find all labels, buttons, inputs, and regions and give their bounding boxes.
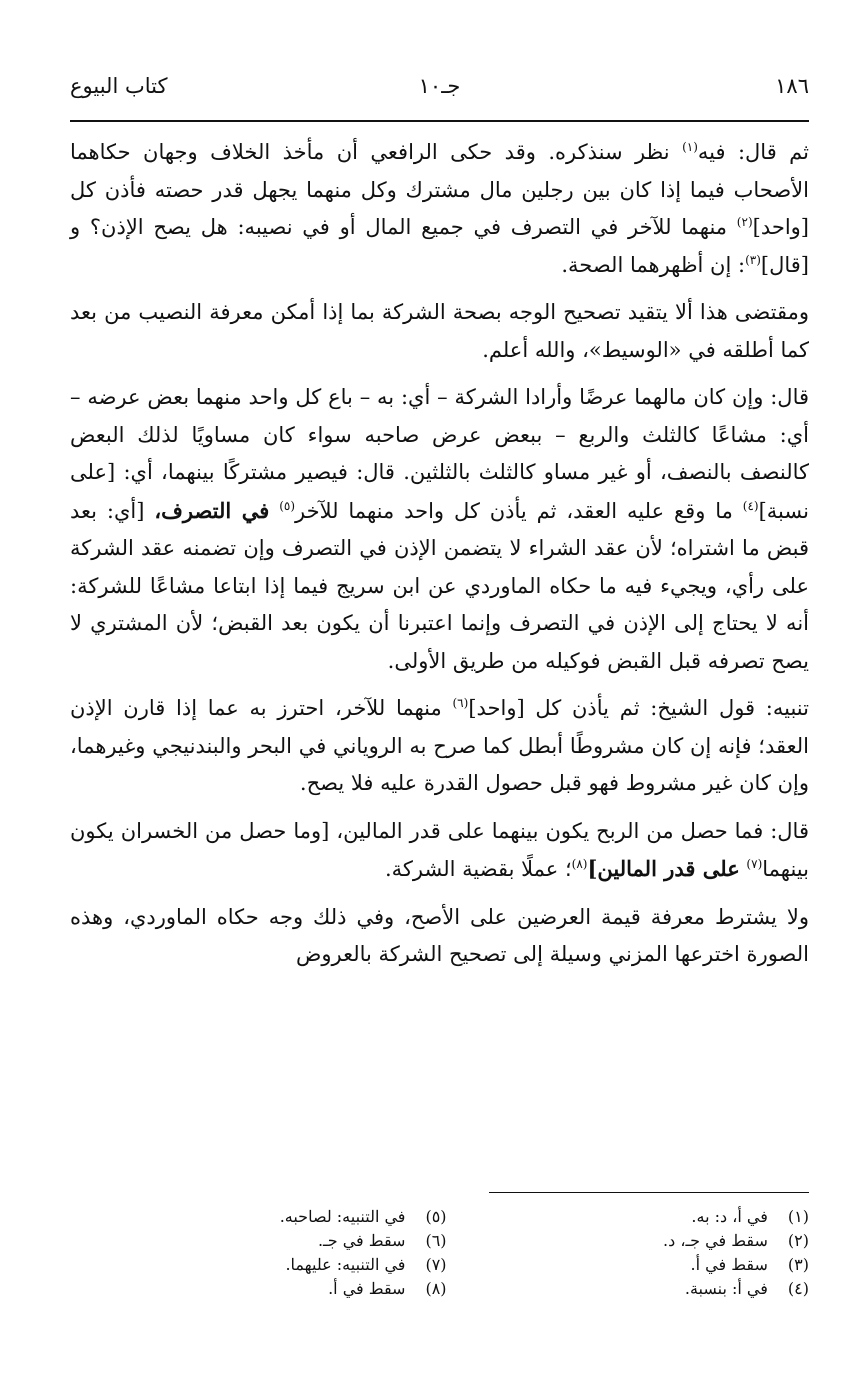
footnote-item (150, 1277, 447, 1301)
text-segment: قال: وإن كان مالهما عرضًا وأرادا الشركة – أي: به – باع كل واحد منهما بعض عرضه – أي: مشاعًا كالثلث والربع – ببعض عرض صاحبه سواء كان مساويًا لذلك البعض كالنصف بالنصف، أو غير مساو كالثلث بالثلثين. قال: فيصير مشتركًا بينهما، أي: [على نسبة] (70, 385, 809, 523)
footnote-text: سقط في أ. (328, 1279, 406, 1298)
footnote-text: في التنبيه: عليهما. (285, 1255, 406, 1274)
text-segment: : إن أظهرهما الصحة. (561, 252, 746, 277)
footnote-divider (489, 1192, 809, 1193)
text-segment: في التصرف، (154, 497, 270, 523)
text-segment: ثم قال: فيه (697, 140, 810, 164)
footnote-marker: (٧) (746, 857, 763, 871)
footnote-number: (١) (787, 1207, 809, 1226)
volume-number: جـ١٠ (418, 74, 461, 98)
footnote-marker: (٨) (571, 857, 588, 871)
header-divider (70, 120, 809, 122)
footnote-text: في أ: بنسبة. (684, 1279, 768, 1298)
paragraph (70, 294, 809, 369)
footnote-marker: (٦) (452, 696, 469, 710)
footnote-item (512, 1253, 809, 1277)
footnotes-column-left (150, 1205, 447, 1301)
text-segment (269, 499, 279, 523)
footnote-number: (٣) (787, 1255, 809, 1274)
footnote-number: (٦) (425, 1231, 447, 1250)
main-text (70, 134, 809, 984)
footnote-marker: (٣) (745, 252, 761, 267)
footnote-text: في أ، د: به. (691, 1207, 768, 1226)
text-segment: منهما للآخر، احترز به عما إذا قارن الإذن العقد؛ فإنه إن كان مشروطًا أبطل كما صرح به الروياني في البحر والبندنيجي وغيرهما، وإن كان غير مشروط فهو قبل حصول القدرة عليه فلا يصح. (70, 696, 809, 795)
text-segment: [أي: بعد قبض ما اشتراه؛ لأن عقد الشراء لا يتضمن الإذن في التصرف وإن تضمنه عقد الشركة على رأي، ويجيء فيه ما حكاه الماوردي عن ابن سريج فيما إذا ابتاعا مشاعًا للشركة: أنه لا يحتاج إلى الإذن في التصرف وإنما اعتبرنا أن يكون بعد القبض؛ لأن المشتري لا يصح تصرفه قبل القبض فوكيله من طريق الأولى. (70, 498, 809, 673)
text-segment: منهما للآخر في التصرف في جميع المال أو في نصيبه: هل يصح الإذن؟ و [قال] (70, 215, 809, 277)
text-segment: ومقتضى هذا ألا يتقيد تصحيح الوجه بصحة الشركة بما إذا أمكن معرفة النصيب من بعد كما أطلقه في «الوسيط»، والله أعلم. (70, 300, 809, 362)
running-header (70, 74, 809, 114)
footnote-marker: (٢) (736, 215, 753, 229)
text-segment: ولا يشترط معرفة قيمة العرضين على الأصح، وفي ذلك وجه حكاه الماوردي، وهذه الصورة اخترعها المزني وسيلة إلى تصحيح الشركة بالعروض (70, 904, 809, 966)
footnote-text: في التنبيه: لصاحبه. (279, 1207, 406, 1226)
footnotes-column-right (512, 1205, 809, 1301)
footnote-item (150, 1205, 447, 1229)
footnote-item (150, 1253, 447, 1277)
paragraph (70, 690, 809, 803)
footnotes (150, 1205, 809, 1301)
footnote-number: (٢) (787, 1231, 809, 1250)
text-segment: قال: فما حصل من الربح يكون بينهما على قدر المالين، [وما حصل من الخسران يكون بينهما (70, 818, 809, 881)
text-segment: ؛ عملًا بقضية الشركة. (384, 857, 572, 881)
footnote-number: (٧) (425, 1255, 447, 1274)
footnote-text: سقط في جـ، د. (663, 1231, 768, 1250)
book-title: كتاب البيوع (70, 74, 168, 98)
footnote-number: (٨) (425, 1279, 447, 1298)
paragraph (70, 379, 809, 680)
text-segment: تنبيه: قول الشيخ: ثم يأذن كل [واحد] (468, 696, 809, 720)
footnote-number: (٤) (787, 1279, 809, 1298)
footnote-marker: (٤) (742, 498, 759, 513)
text-segment: نظر سنذكره. وقد حكى الرافعي أن مأخذ الخلاف وجهان حكاهما الأصحاب فيما إذا كان بين رجلين مال مشترك وكل منهما يجهل قدر حصته فأذن كل [واحد] (70, 140, 809, 239)
paragraph (70, 134, 809, 284)
paragraph (70, 813, 809, 889)
text-segment: على قدر المالين] (587, 856, 740, 881)
footnote-text: سقط في جـ. (317, 1231, 406, 1250)
page-number: ١٨٦ (775, 74, 809, 98)
footnote-number: (٥) (425, 1207, 447, 1226)
footnote-text: سقط في أ. (690, 1255, 768, 1274)
footnote-item (512, 1277, 809, 1301)
paragraph (70, 899, 809, 974)
footnote-marker: (٥) (279, 498, 296, 513)
footnote-item (512, 1229, 809, 1253)
footnote-item (512, 1205, 809, 1229)
footnote-marker: (١) (682, 140, 698, 154)
footnote-item (150, 1229, 447, 1253)
text-segment: ما وقع عليه العقد، ثم يأذن كل واحد منهما للآخر (295, 498, 743, 523)
